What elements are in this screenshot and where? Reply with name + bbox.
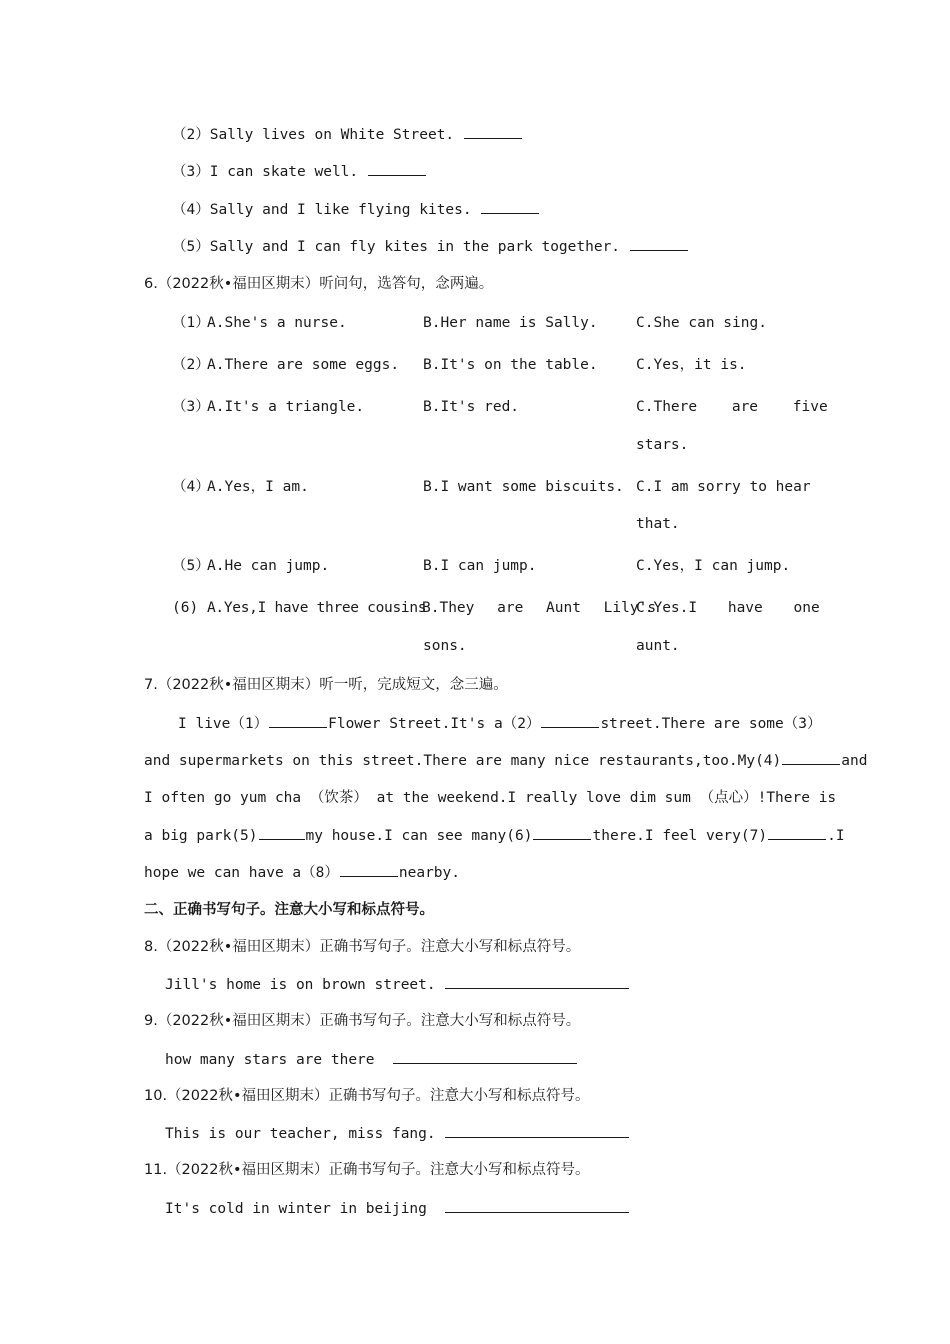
q6-option-c: C.Yes，I can jump. bbox=[636, 558, 791, 574]
q5-item-4: （4）Sally and I like flying kites. bbox=[172, 199, 540, 220]
q8-sentence: Jill's home is on brown street. bbox=[165, 974, 630, 995]
answer-blank[interactable] bbox=[340, 862, 398, 877]
q6-option-b-cont: sons. bbox=[423, 638, 467, 654]
q7-passage-line-3: I often go yum cha （饮茶） at the weekend.I really love dim sum （点心）!There is bbox=[144, 790, 837, 806]
q7-passage-line-5: hope we can have a（8） nearby. bbox=[144, 862, 460, 883]
q6-option-b: B.I can jump. bbox=[423, 558, 537, 574]
answer-blank[interactable] bbox=[541, 713, 599, 728]
answer-blank[interactable] bbox=[533, 825, 591, 840]
answer-blank[interactable] bbox=[481, 199, 539, 214]
section-title: 二、正确书写句子。注意大小写和标点符号。 bbox=[144, 902, 434, 918]
q9-sentence: how many stars are there bbox=[165, 1049, 578, 1070]
q11-sentence: It's cold in winter in beijing bbox=[165, 1198, 630, 1219]
q6-option-a: A.Yes，I am. bbox=[207, 479, 309, 495]
answer-blank[interactable] bbox=[782, 750, 840, 765]
q6-option-c: C.There are five bbox=[636, 399, 828, 415]
q6-option-c: C.Yes，it is. bbox=[636, 357, 747, 373]
answer-blank[interactable] bbox=[368, 161, 426, 176]
q5-item-2: （2）Sally lives on White Street. bbox=[172, 124, 523, 145]
q6-option-a: A.There are some eggs. bbox=[207, 357, 400, 373]
q6-option-c: C.She can sing. bbox=[636, 315, 767, 331]
q6-option-a: A.He can jump. bbox=[207, 558, 330, 574]
q6-option-b: B.They are Aunt Lily's bbox=[422, 600, 657, 616]
q7-header: 7.（2022秋•福田区期末）听一听，完成短文，念三遍。 bbox=[144, 677, 508, 693]
answer-blank[interactable] bbox=[269, 713, 327, 728]
q6-option-c-cont: aunt. bbox=[636, 638, 680, 654]
q6-option-c: C.Yes.I have one bbox=[636, 600, 820, 616]
answer-line[interactable] bbox=[445, 1123, 629, 1138]
answer-blank[interactable] bbox=[768, 825, 826, 840]
q6-option-c-cont: that. bbox=[636, 516, 680, 532]
q11-header: 11.（2022秋•福田区期末）正确书写句子。注意大小写和标点符号。 bbox=[144, 1162, 590, 1178]
q7-passage-line-4: a big park(5) my house.I can see many(6) there.I feel very(7) .I bbox=[144, 825, 845, 846]
q10-header: 10.（2022秋•福田区期末）正确书写句子。注意大小写和标点符号。 bbox=[144, 1088, 590, 1104]
q10-sentence: This is our teacher, miss fang. bbox=[165, 1123, 630, 1144]
answer-blank[interactable] bbox=[464, 124, 522, 139]
q6-option-a: A.Yes,I have three cousins bbox=[207, 600, 427, 616]
q5-item-3: （3）I can skate well. bbox=[172, 161, 427, 182]
q6-option-b: B.Her name is Sally. bbox=[423, 315, 598, 331]
q6-option-c: C.I am sorry to hear bbox=[636, 479, 811, 495]
answer-line[interactable] bbox=[393, 1049, 577, 1064]
answer-blank[interactable] bbox=[259, 825, 305, 840]
q7-passage-line-2: and supermarkets on this street.There are many nice restaurants,too.My(4) and bbox=[144, 750, 867, 771]
answer-blank[interactable] bbox=[630, 236, 688, 251]
q6-option-b: B.It's red. bbox=[423, 399, 520, 415]
q5-item-5: （5）Sally and I can fly kites in the park together. bbox=[172, 236, 689, 257]
q6-header: 6.（2022秋•福田区期末）听问句，选答句，念两遍。 bbox=[144, 276, 494, 292]
q8-header: 8.（2022秋•福田区期末）正确书写句子。注意大小写和标点符号。 bbox=[144, 939, 581, 955]
q6-option-a: A.She's a nurse. bbox=[207, 315, 347, 331]
answer-line[interactable] bbox=[445, 974, 629, 989]
q7-passage-line-1: I live（1） Flower Street.It's a（2） street.There are some（3） bbox=[178, 713, 822, 734]
q6-option-b: B.It's on the table. bbox=[423, 357, 598, 373]
answer-line[interactable] bbox=[445, 1198, 629, 1213]
q6-option-b: B.I want some biscuits. bbox=[423, 479, 624, 495]
worksheet-page: （2）Sally lives on White Street. （3）I can skate well. （4）Sally and I like flying kites. （5）Sally and I can fly kites in the park together. 6.（2022秋•福田区期末）听问句，选答句，念两遍。 （1） A.She's a nurse. B.Her name is Sally. C.She can sing. （2） A.There are some eggs. B.It's on the table. C.Yes，it is. （3） A.It's a triangle. B.It's red. C.There are five stars. （4） A.Yes，I am. B.I want some biscuits. C.I am sorry to hear that. （5） A.He can jump. B.I can jump. C.Yes，I can jump. (6) A.Yes,I have three cousins B.They are Aunt Lily's sons. C.Yes.I have one aunt. 7.（2022秋•福田区期末）听一听，完成短文，念三遍。 I live（1） Flower Street.It's a（2） street.There are some（3） and supermarkets on this street.There are many nice restaurants,too.My(4) and I often go yum cha （饮茶） at the weekend.I really love dim sum （点心）!There is a big park(5) my house.I can see many(6) there.I feel very(7) .I hope we can have a（8） nearby. 二、正确书写句子。注意大小写和标点符号。 8.（2022秋•福田区期末）正确书写句子。注意大小写和标点符号。 Jill's home is on brown street. 9.（2022秋•福田区期末）正确书写句子。注意大小写和标点符号。 how many stars are there 10.（2022秋•福田区期末）正确书写句子。注意大小写和标点符号。 This is our teacher, miss fang. 11.（2022秋•福田区期末）正确书写句子。注意大小写和标点符号。 It's cold in winter in beijing bbox=[0, 0, 950, 1344]
q6-option-a: A.It's a triangle. bbox=[207, 399, 365, 415]
q6-option-c-cont: stars. bbox=[636, 437, 689, 453]
q9-header: 9.（2022秋•福田区期末）正确书写句子。注意大小写和标点符号。 bbox=[144, 1013, 581, 1029]
